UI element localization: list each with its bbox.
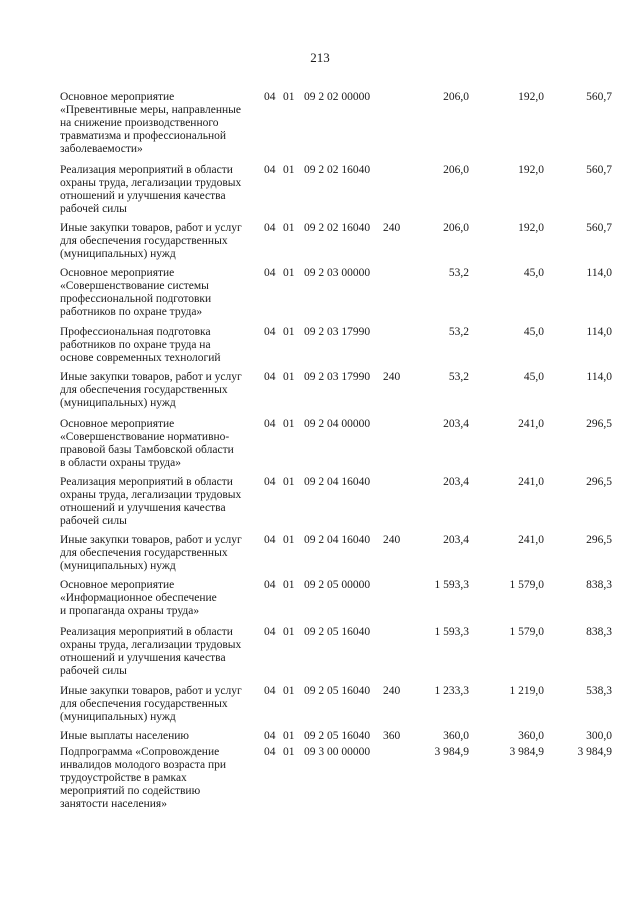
row-name-line: в области охраны труда»	[60, 457, 181, 469]
row-name-line: на снижение производственного	[60, 117, 219, 129]
row-name	[60, 730, 260, 743]
amount-year-2: 192,0	[518, 222, 544, 234]
row-name-line: травматизма и профессиональной	[60, 130, 227, 142]
subsection-code: 01	[283, 418, 295, 430]
amount-year-1: 206,0	[443, 222, 469, 234]
amount-year-1: 1 233,3	[434, 685, 469, 697]
section-code: 04	[264, 746, 276, 758]
row-name-line: работников по охране труда на	[60, 339, 211, 351]
amount-year-3: 3 984,9	[577, 746, 612, 758]
amount-year-3: 560,7	[586, 222, 612, 234]
row-name-line: Основное мероприятие	[60, 91, 175, 103]
row-name	[60, 371, 260, 410]
target-article-code: 09 2 03 00000	[304, 267, 371, 279]
row-name	[60, 222, 260, 261]
amount-year-3: 114,0	[586, 371, 612, 383]
section-code: 04	[264, 730, 276, 742]
row-name-line: Иные выплаты населению	[60, 730, 189, 742]
amount-year-2: 360,0	[518, 730, 544, 742]
subsection-code: 01	[283, 164, 295, 176]
row-name-line: отношений и улучшения качества	[60, 190, 226, 202]
row-name-line: отношений и улучшения качества	[60, 502, 226, 514]
amount-year-1: 53,2	[448, 326, 469, 338]
subsection-code: 01	[283, 626, 295, 638]
amount-year-2: 45,0	[523, 267, 544, 279]
row-name	[60, 746, 260, 811]
amount-year-1: 1 593,3	[434, 579, 469, 591]
amount-year-1: 1 593,3	[434, 626, 469, 638]
page-number: 213	[310, 50, 330, 65]
amount-year-1: 360,0	[443, 730, 469, 742]
amount-year-3: 560,7	[586, 164, 612, 176]
row-name-line: «Совершенствование системы	[60, 280, 209, 292]
row-name-line: для обеспечения государственных	[60, 384, 228, 396]
section-code: 04	[264, 685, 276, 697]
amount-year-3: 296,5	[586, 534, 612, 546]
row-name-line: трудоустройстве в рамках	[60, 772, 187, 784]
amount-year-3: 300,0	[586, 730, 612, 742]
row-name-line: Профессиональная подготовка	[60, 326, 211, 338]
row-name	[60, 685, 260, 724]
row-name	[60, 326, 260, 365]
target-article-code: 09 2 02 16040	[304, 164, 371, 176]
row-name-line: охраны труда, легализации трудовых	[60, 639, 242, 651]
row-name-line: «Информационное обеспечение	[60, 592, 217, 604]
row-name-line: (муниципальных) нужд	[60, 560, 176, 572]
target-article-code: 09 2 05 16040	[304, 626, 371, 638]
row-name-line: рабочей силы	[60, 515, 127, 527]
target-article-code: 09 2 02 16040	[304, 222, 371, 234]
row-name-line: для обеспечения государственных	[60, 547, 228, 559]
section-code: 04	[264, 579, 276, 591]
row-name-line: рабочей силы	[60, 203, 127, 215]
amount-year-1: 203,4	[443, 534, 469, 546]
target-article-code: 09 2 05 00000	[304, 579, 371, 591]
amount-year-2: 45,0	[523, 326, 544, 338]
section-code: 04	[264, 164, 276, 176]
row-name-line: Реализация мероприятий в области	[60, 164, 233, 176]
row-name	[60, 626, 260, 678]
target-article-code: 09 2 05 16040	[304, 730, 371, 742]
subsection-code: 01	[283, 730, 295, 742]
row-name-line: основе современных технологий	[60, 352, 221, 364]
target-article-code: 09 2 04 16040	[304, 534, 371, 546]
amount-year-3: 114,0	[586, 326, 612, 338]
row-name-line: Основное мероприятие	[60, 579, 175, 591]
amount-year-2: 1 579,0	[509, 579, 544, 591]
amount-year-1: 203,4	[443, 476, 469, 488]
row-name	[60, 418, 260, 470]
subsection-code: 01	[283, 746, 295, 758]
amount-year-2: 192,0	[518, 164, 544, 176]
target-article-code: 09 2 04 00000	[304, 418, 371, 430]
subsection-code: 01	[283, 476, 295, 488]
row-name-line: Иные закупки товаров, работ и услуг	[60, 371, 242, 383]
subsection-code: 01	[283, 91, 295, 103]
section-code: 04	[264, 371, 276, 383]
section-code: 04	[264, 534, 276, 546]
row-name	[60, 91, 260, 156]
subsection-code: 01	[283, 222, 295, 234]
amount-year-2: 45,0	[523, 371, 544, 383]
target-article-code: 09 2 03 17990	[304, 326, 371, 338]
row-name-line: занятости населения»	[60, 798, 167, 810]
target-article-code: 09 2 04 16040	[304, 476, 371, 488]
target-article-code: 09 3 00 00000	[304, 746, 371, 758]
row-name-line: профессиональной подготовки	[60, 293, 212, 305]
expense-type-code: 240	[383, 222, 401, 234]
amount-year-1: 206,0	[443, 91, 469, 103]
section-code: 04	[264, 418, 276, 430]
row-name-line: Реализация мероприятий в области	[60, 626, 233, 638]
amount-year-3: 838,3	[586, 579, 612, 591]
row-name-line: Иные закупки товаров, работ и услуг	[60, 222, 242, 234]
row-name-line: Иные закупки товаров, работ и услуг	[60, 534, 242, 546]
amount-year-3: 538,3	[586, 685, 612, 697]
amount-year-1: 203,4	[443, 418, 469, 430]
row-name-line: Реализация мероприятий в области	[60, 476, 233, 488]
amount-year-2: 241,0	[518, 534, 544, 546]
row-name-line: для обеспечения государственных	[60, 698, 228, 710]
row-name-line: охраны труда, легализации трудовых	[60, 489, 242, 501]
subsection-code: 01	[283, 371, 295, 383]
amount-year-2: 3 984,9	[509, 746, 544, 758]
row-name-line: и пропаганда охраны труда»	[60, 605, 200, 617]
target-article-code: 09 2 03 17990	[304, 371, 371, 383]
target-article-code: 09 2 02 00000	[304, 91, 371, 103]
row-name-line: (муниципальных) нужд	[60, 711, 176, 723]
row-name-line: правовой базы Тамбовской области	[60, 444, 234, 456]
row-name-line: рабочей силы	[60, 665, 127, 677]
subsection-code: 01	[283, 579, 295, 591]
amount-year-3: 296,5	[586, 476, 612, 488]
amount-year-3: 114,0	[586, 267, 612, 279]
subsection-code: 01	[283, 685, 295, 697]
expense-type-code: 360	[383, 730, 401, 742]
row-name-line: (муниципальных) нужд	[60, 248, 176, 260]
row-name-line: охраны труда, легализации трудовых	[60, 177, 242, 189]
amount-year-2: 241,0	[518, 476, 544, 488]
row-name-line: отношений и улучшения качества	[60, 652, 226, 664]
amount-year-2: 1 579,0	[509, 626, 544, 638]
row-name	[60, 534, 260, 573]
section-code: 04	[264, 222, 276, 234]
subsection-code: 01	[283, 326, 295, 338]
row-name	[60, 579, 260, 618]
row-name	[60, 267, 260, 319]
row-name-line: инвалидов молодого возраста при	[60, 759, 227, 771]
target-article-code: 09 2 05 16040	[304, 685, 371, 697]
section-code: 04	[264, 326, 276, 338]
row-name-line: «Превентивные меры, направленные	[60, 104, 241, 116]
row-name-line: Основное мероприятие	[60, 267, 175, 279]
subsection-code: 01	[283, 267, 295, 279]
row-name-line: мероприятий по содействию	[60, 785, 201, 797]
row-name-line: заболеваемости»	[60, 143, 143, 155]
expense-type-code: 240	[383, 534, 401, 546]
section-code: 04	[264, 626, 276, 638]
row-name-line: для обеспечения государственных	[60, 235, 228, 247]
row-name	[60, 476, 260, 528]
row-name-line: Основное мероприятие	[60, 418, 175, 430]
expense-type-code: 240	[383, 371, 401, 383]
row-name-line: Иные закупки товаров, работ и услуг	[60, 685, 242, 697]
section-code: 04	[264, 476, 276, 488]
row-name-line: «Совершенствование нормативно-	[60, 431, 230, 443]
amount-year-2: 241,0	[518, 418, 544, 430]
amount-year-3: 838,3	[586, 626, 612, 638]
amount-year-3: 296,5	[586, 418, 612, 430]
expense-type-code: 240	[383, 685, 401, 697]
section-code: 04	[264, 267, 276, 279]
amount-year-1: 53,2	[448, 371, 469, 383]
amount-year-2: 1 219,0	[509, 685, 544, 697]
amount-year-2: 192,0	[518, 91, 544, 103]
amount-year-1: 3 984,9	[434, 746, 469, 758]
section-code: 04	[264, 91, 276, 103]
row-name	[60, 164, 260, 216]
row-name-line: работников по охране труда»	[60, 306, 203, 318]
amount-year-3: 560,7	[586, 91, 612, 103]
amount-year-1: 206,0	[443, 164, 469, 176]
amount-year-1: 53,2	[448, 267, 469, 279]
row-name-line: (муниципальных) нужд	[60, 397, 176, 409]
subsection-code: 01	[283, 534, 295, 546]
row-name-line: Подпрограмма «Сопровождение	[60, 746, 220, 758]
